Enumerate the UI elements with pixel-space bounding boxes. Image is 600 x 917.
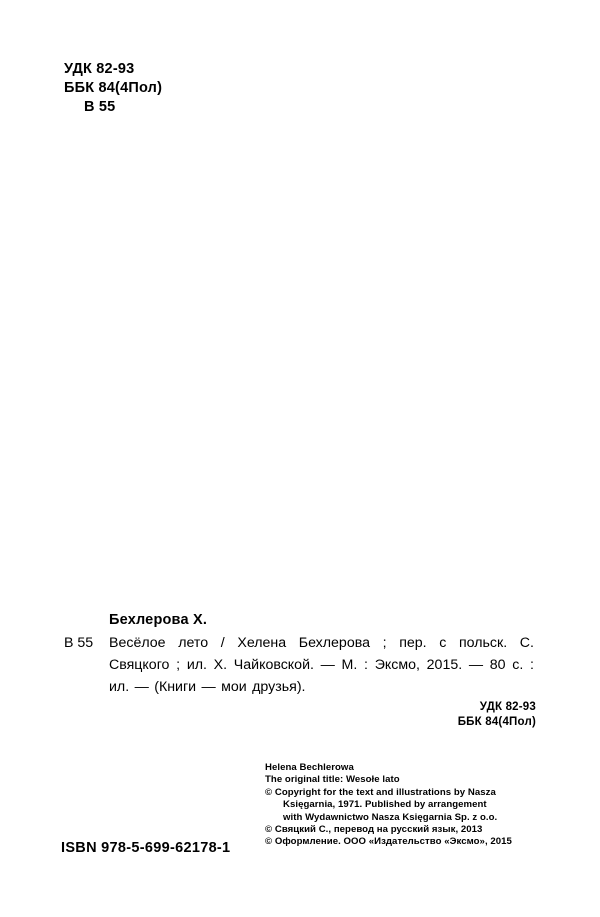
bibliographic-description: Весёлое лето / Хелена Бехлерова ; пер. с польск. С. Свяцкого ; ил. Х. Чайковской. — М. : Эксмо, 2015. — 80 с. : ил. — (Книги — мои друзья). [109,635,534,695]
copyright-original-author: Helena Bechlerowa [265,762,354,773]
bibliographic-author-heading: Бехлерова Х. [109,612,208,628]
bibliographic-body [64,632,534,698]
bibliographic-record [64,612,534,698]
copyright-publisher-line: Księgarnia, 1971. Published by arrangement [283,799,487,811]
udk-code-right: УДК 82-93 [479,701,536,713]
copyright-translation: © Свяцкий С., перевод на русский язык, 2013 [265,824,483,836]
author-code-top: В 55 [84,99,116,115]
bbk-code-top: ББК 84(4Пол) [64,80,163,96]
isbn-number: ISBN 978-5-699-62178-1 [61,840,231,856]
copyright-text-illustrations: © Copyright for the text and illustrations by Nasza [265,786,496,798]
copyright-original-title: The original title: Wesołe lato [265,774,400,786]
classification-block-right [0,700,536,730]
bbk-code-right: ББК 84(4Пол) [457,716,536,728]
copyright-arrangement-line: with Wydawnictwo Nasza Księgarnia Sp. z o.o. [283,811,498,823]
copyright-design: © Оформление. ООО «Издательство «Эксмо», 2015 [265,836,512,848]
udk-code-top: УДК 82-93 [64,61,135,77]
classification-block-top [64,60,162,117]
copyright-block [265,762,565,849]
bibliographic-shelf-code: В 55 [64,635,94,651]
